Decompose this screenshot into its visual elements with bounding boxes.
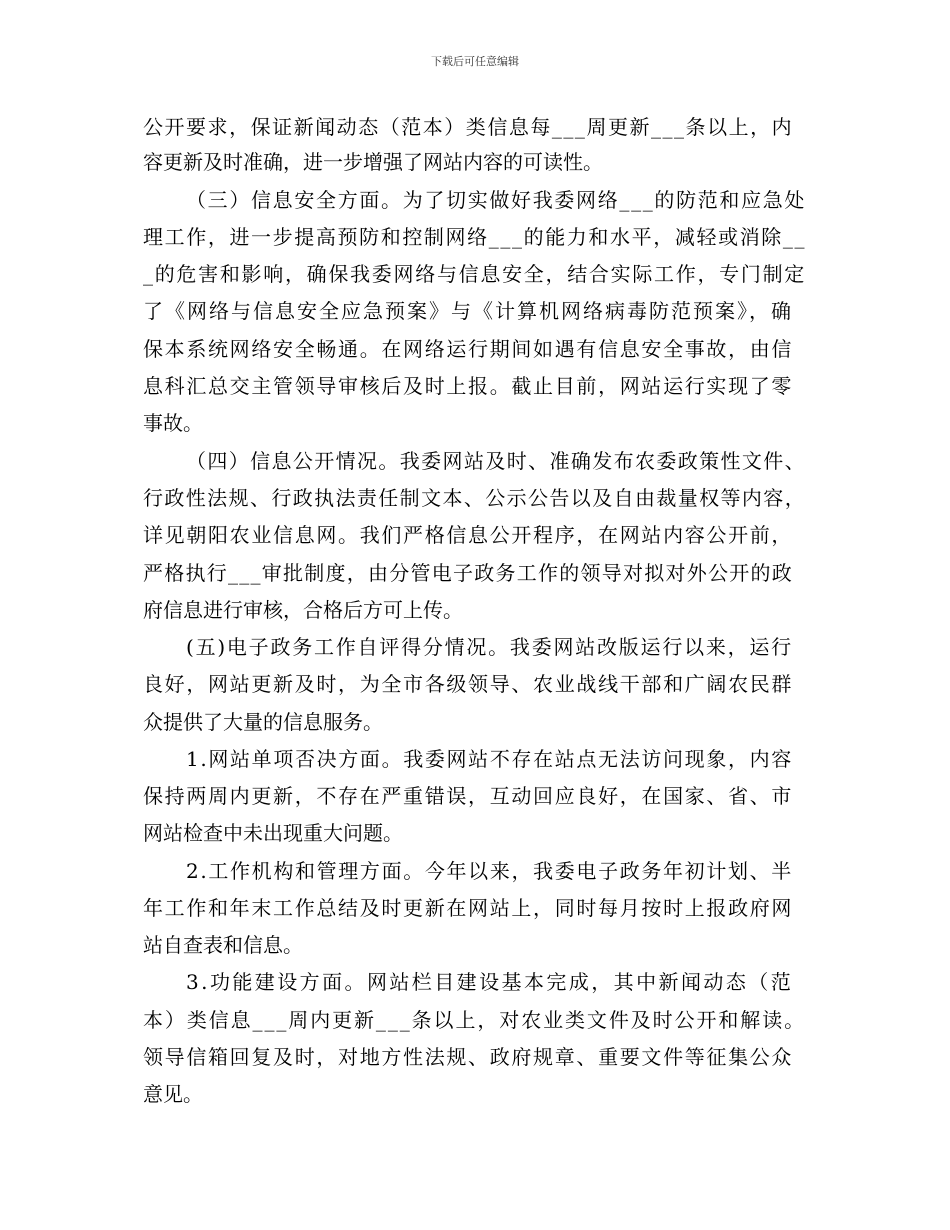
- text-line: 2.工作机构和管理方面。今年以来，我委电子政务年初计划、半: [186, 859, 793, 883]
- text-line: 3.功能建设方面。网站栏目建设基本完成，其中新闻动态（范: [186, 970, 794, 994]
- text-line: 息科汇总交主管领导审核后及时上报。截止目前，网站运行实现了零: [143, 374, 794, 398]
- text-line: 保持两周内更新，不存在严重错误，互动回应良好，在国家、省、市: [143, 784, 794, 808]
- text-line: 众提供了大量的信息服务。: [143, 710, 383, 734]
- text-line: 意见。: [143, 1082, 203, 1106]
- text-line: 保本系统网络安全畅通。在网络运行期间如遇有信息安全事故，由信: [143, 337, 794, 361]
- text-line: 事故。: [143, 411, 203, 435]
- text-line: 年工作和年末工作总结及时更新在网站上，同时每月按时上报政府网: [143, 896, 794, 920]
- text-line: 网站检查中未出现重大问题。: [143, 821, 403, 845]
- text-line: 了《网络与信息安全应急预案》与《计算机网络病毒防范预案》，确: [143, 299, 793, 323]
- text-line: （四）信息公开情况。我委网站及时、准确发布农委政策性文件、: [186, 449, 807, 473]
- text-line: （三）信息安全方面。为了切实做好我委网络___的防范和应急处: [186, 188, 807, 212]
- text-line: (五)电子政务工作自评得分情况。我委网站改版运行以来，运行: [186, 635, 793, 659]
- text-line: 详见朝阳农业信息网。我们严格信息公开程序，在网站内容公开前，: [143, 523, 794, 547]
- text-line: 1.网站单项否决方面。我委网站不存在站点无法访问现象，内容: [186, 747, 793, 771]
- text-line: 行政性法规、行政执法责任制文本、公示公告以及自由裁量权等内容，: [143, 486, 807, 510]
- text-line: 府信息进行审核，合格后方可上传。: [143, 598, 463, 622]
- text-line: 公开要求，保证新闻动态（范本）类信息每___周更新___条以上，内: [143, 115, 794, 139]
- text-line: 本）类信息___周内更新___条以上，对农业类文件及时公开和解读。: [143, 1008, 807, 1032]
- text-line: _的危害和影响，确保我委网络与信息安全，结合实际工作，专门制定: [143, 262, 807, 286]
- text-line: 严格执行___审批制度，由分管电子政务工作的领导对拟对外公开的政: [143, 561, 793, 585]
- text-line: 容更新及时准确，进一步增强了网站内容的可读性。: [143, 150, 603, 174]
- text-line: 理工作，进一步提高预防和控制网络___的能力和水平，减轻或消除__: [143, 225, 807, 249]
- page-header-note: 下载后可任意编辑: [431, 55, 519, 68]
- text-line: 站自查表和信息。: [143, 933, 303, 957]
- text-line: 领导信箱回复及时，对地方性法规、政府规章、重要文件等征集公众: [143, 1045, 794, 1069]
- text-line: 良好，网站更新及时，为全市各级领导、农业战线干部和广阔农民群: [143, 672, 794, 696]
